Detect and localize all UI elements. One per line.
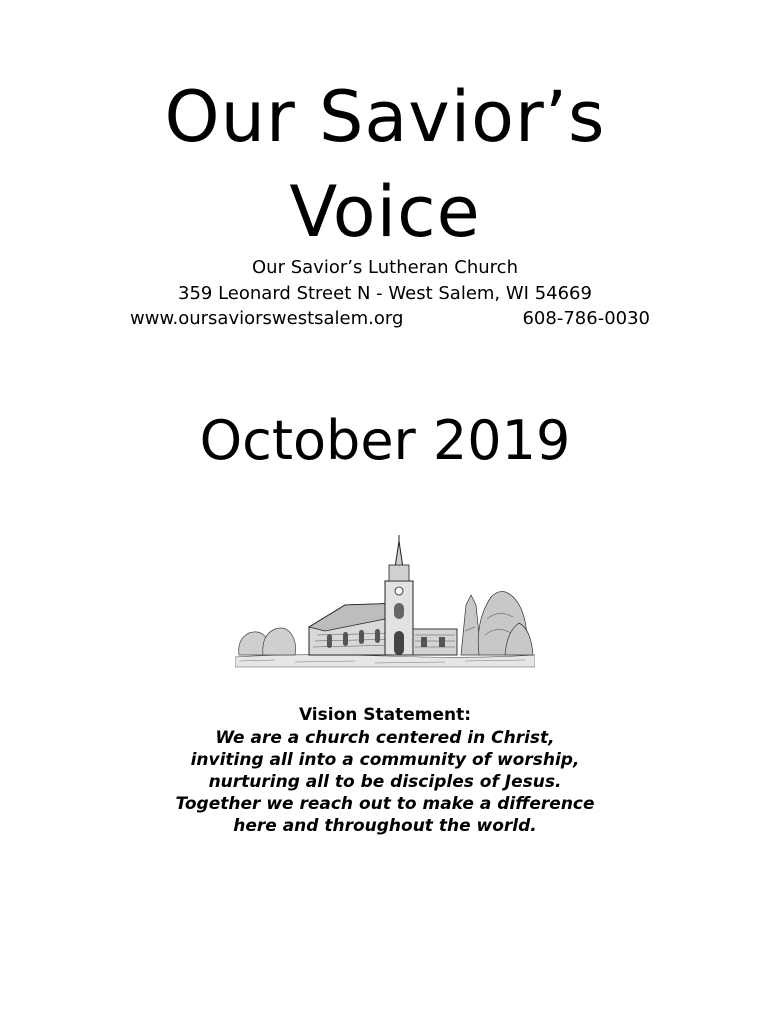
- issue-month: October 2019: [199, 409, 571, 472]
- newsletter-title-line-2: Voice: [289, 171, 481, 253]
- vision-statement-line: here and throughout the world.: [233, 816, 537, 836]
- church-phone: 608-786-0030: [522, 308, 650, 329]
- vision-statement-line: nurturing all to be disciples of Jesus.: [208, 772, 562, 792]
- vision-statement-line: We are a church centered in Christ,: [215, 728, 555, 748]
- vision-statement-line: Together we reach out to make a difference: [175, 794, 595, 814]
- church-illustration: [235, 535, 535, 675]
- church-name: Our Savior’s Lutheran Church: [252, 257, 518, 278]
- church-address: 359 Leonard Street N - West Salem, WI 54669: [178, 283, 592, 304]
- vision-statement-heading: Vision Statement:: [298, 705, 472, 725]
- church-website: www.oursaviorswestsalem.org: [130, 308, 404, 329]
- newsletter-title-line-1: Our Savior’s: [164, 76, 606, 158]
- contact-line: [130, 310, 650, 328]
- vision-statement-line: inviting all into a community of worship,: [190, 750, 580, 770]
